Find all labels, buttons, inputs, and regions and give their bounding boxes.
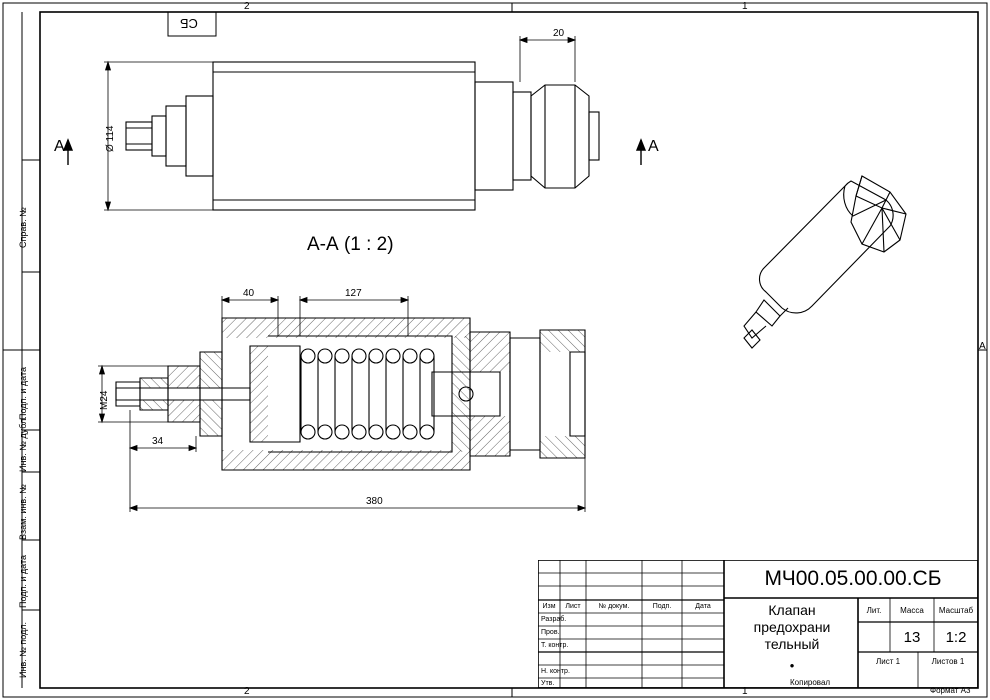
rev-header-list: Лист xyxy=(565,603,581,610)
role-prov: Пров. xyxy=(541,629,560,636)
rev-header-dokum: № докум. xyxy=(598,603,630,610)
role-razrab: Разраб. xyxy=(541,616,567,623)
corner-label: СБ xyxy=(180,16,198,31)
copied-label: Копировал xyxy=(790,678,831,687)
role-t-kontr: Т. контр. xyxy=(541,642,569,649)
dim-380: 380 xyxy=(366,496,383,507)
product-name-line-1: Клапан xyxy=(768,602,816,618)
rev-header-izm: Изм xyxy=(542,603,556,610)
lit-header: Лит. xyxy=(866,605,882,615)
drawing-designation: МЧ00.05.00.00.СБ xyxy=(764,567,942,590)
title-block xyxy=(538,560,978,688)
dot-marker: • xyxy=(789,657,795,673)
margin-label-inv-dubl: Инв. № дубл. xyxy=(18,416,28,472)
rev-header-podp: Подп. xyxy=(652,603,672,610)
zone-mark-top-right: 1 xyxy=(742,1,748,12)
dim-34: 34 xyxy=(152,436,164,447)
margin-label-sprav: Справ. № xyxy=(18,207,28,248)
dim-m24: M24 xyxy=(99,390,110,410)
rev-header-data: Дата xyxy=(695,603,711,610)
section-view-title: А-А (1 : 2) xyxy=(307,234,394,255)
format-label: Формат А3 xyxy=(930,686,971,695)
zone-mark-top-left: 2 xyxy=(244,1,250,12)
margin-label-vzam-inv: Взам. инв. № xyxy=(18,484,28,540)
role-utv: Утв. xyxy=(541,679,555,687)
margin-label-inv-podl: Инв. № подл. xyxy=(18,621,28,678)
sheets-total: Листов 1 xyxy=(931,656,965,666)
margin-label-podp-data-1: Подп. и дата xyxy=(18,366,28,420)
product-name-line-2: предохрани xyxy=(753,619,831,635)
dim-20: 20 xyxy=(553,28,565,39)
zone-mark-bottom-left: 2 xyxy=(244,686,250,697)
role-n-kontr: Н. контр. xyxy=(541,668,570,675)
scale-header: Масштаб xyxy=(938,605,974,615)
margin-label-podp-data-2: Подп. и дата xyxy=(18,554,28,608)
dim-diameter-114: Ø 114 xyxy=(105,125,116,152)
product-name xyxy=(728,602,856,653)
dim-40: 40 xyxy=(243,288,255,299)
zone-mark-right-mid: А xyxy=(979,341,986,352)
section-mark-a-left: А xyxy=(54,138,65,155)
zone-mark-bottom-right: 1 xyxy=(742,686,748,697)
mass-value: 13 xyxy=(903,628,921,646)
dim-127: 127 xyxy=(345,288,362,299)
section-mark-a-right: А xyxy=(648,138,659,155)
sheet-number: Лист 1 xyxy=(875,656,901,666)
scale-value: 1:2 xyxy=(945,628,967,646)
mass-header: Масса xyxy=(900,605,924,615)
product-name-line-3: тельный xyxy=(764,636,820,652)
